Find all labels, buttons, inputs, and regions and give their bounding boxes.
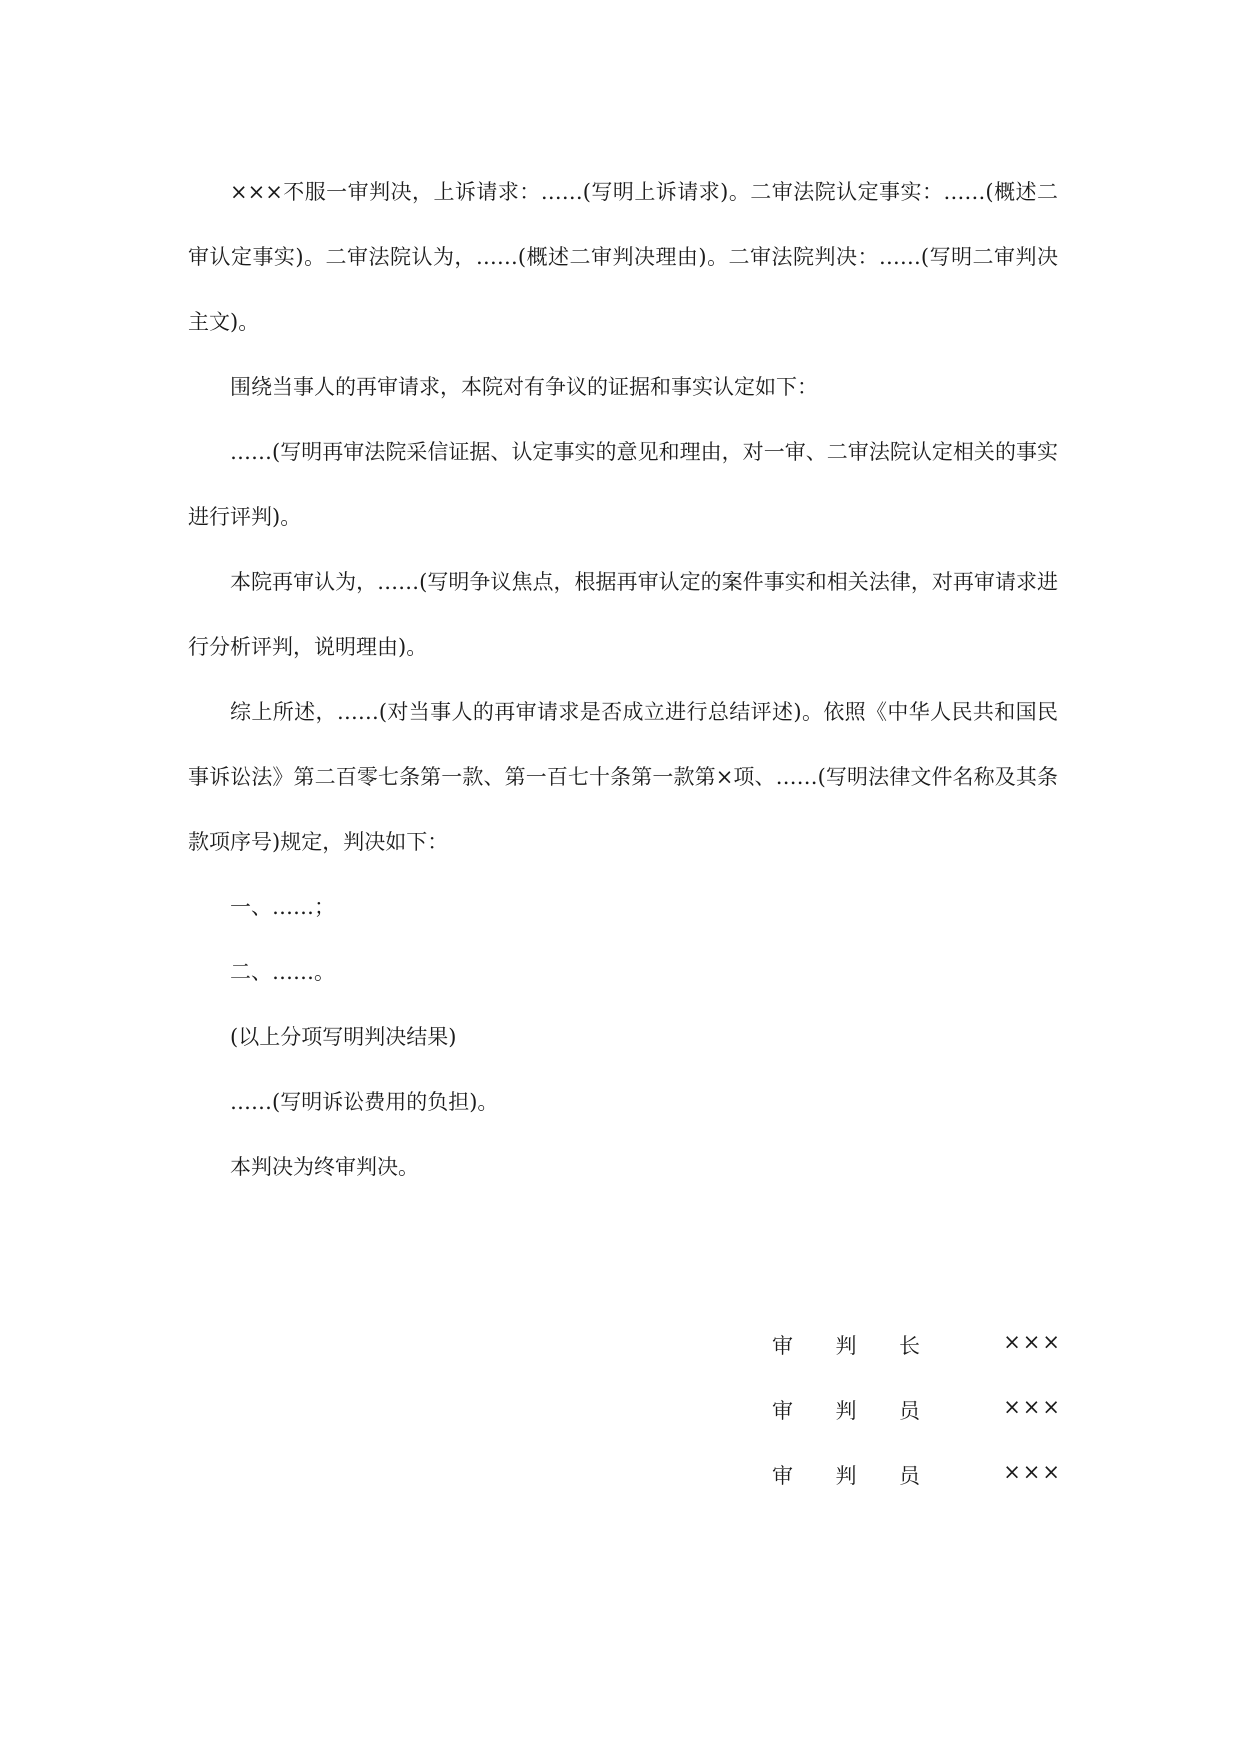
signature-name: ××× (1003, 1460, 1062, 1484)
paragraph-court-opinion: 本院再审认为，……(写明争议焦点，根据再审认定的案件事实和相关法律，对再审请求进行分析评判，说明理由)。 (188, 570, 1058, 659)
paragraph-conclusion-legal-basis: 综上所述，……(对当事人的再审请求是否成立进行总结评述)。依照《中华人民共和国民事诉讼法》第二百零七条第一款、第一百七十条第一款第×项、……(写明法律文件名称及其条款项序号)规定，判决如下： (188, 700, 1058, 854)
signature-row-presiding-judge (772, 1330, 1062, 1395)
signature-name: ××× (1003, 1330, 1062, 1354)
signature-block (772, 1330, 1062, 1525)
signature-role: 审 判 长 (772, 1334, 920, 1358)
paragraph-appeal-summary: ×××不服一审判决，上诉请求：……(写明上诉请求)。二审法院认定事实：……(概述二审认定事实)。二审法院认为，……(概述二审判决理由)。二审法院判决：……(写明二审判决主文)。 (188, 180, 1058, 334)
paragraph-evidence-findings: ……(写明再审法院采信证据、认定事实的意见和理由，对一审、二审法院认定相关的事实进行评判)。 (188, 440, 1058, 529)
paragraph-litigation-costs: ……(写明诉讼费用的负担)。 (230, 1090, 499, 1114)
paragraph-final-judgment: 本判决为终审判决。 (230, 1155, 419, 1179)
paragraph-disputed-evidence-intro: 围绕当事人的再审请求，本院对有争议的证据和事实认定如下： (230, 375, 818, 399)
signature-name: ××× (1003, 1395, 1062, 1419)
signature-role: 审 判 员 (772, 1399, 920, 1423)
paragraph-judgment-item-2: 二、……。 (230, 960, 335, 984)
signature-role: 审 判 员 (772, 1464, 920, 1488)
paragraph-judgment-note: (以上分项写明判决结果) (230, 1025, 457, 1049)
paragraph-judgment-item-1: 一、……； (230, 895, 335, 919)
signature-row-judge-1 (772, 1395, 1062, 1460)
judgment-body (188, 160, 1058, 1200)
signature-row-judge-2 (772, 1460, 1062, 1525)
